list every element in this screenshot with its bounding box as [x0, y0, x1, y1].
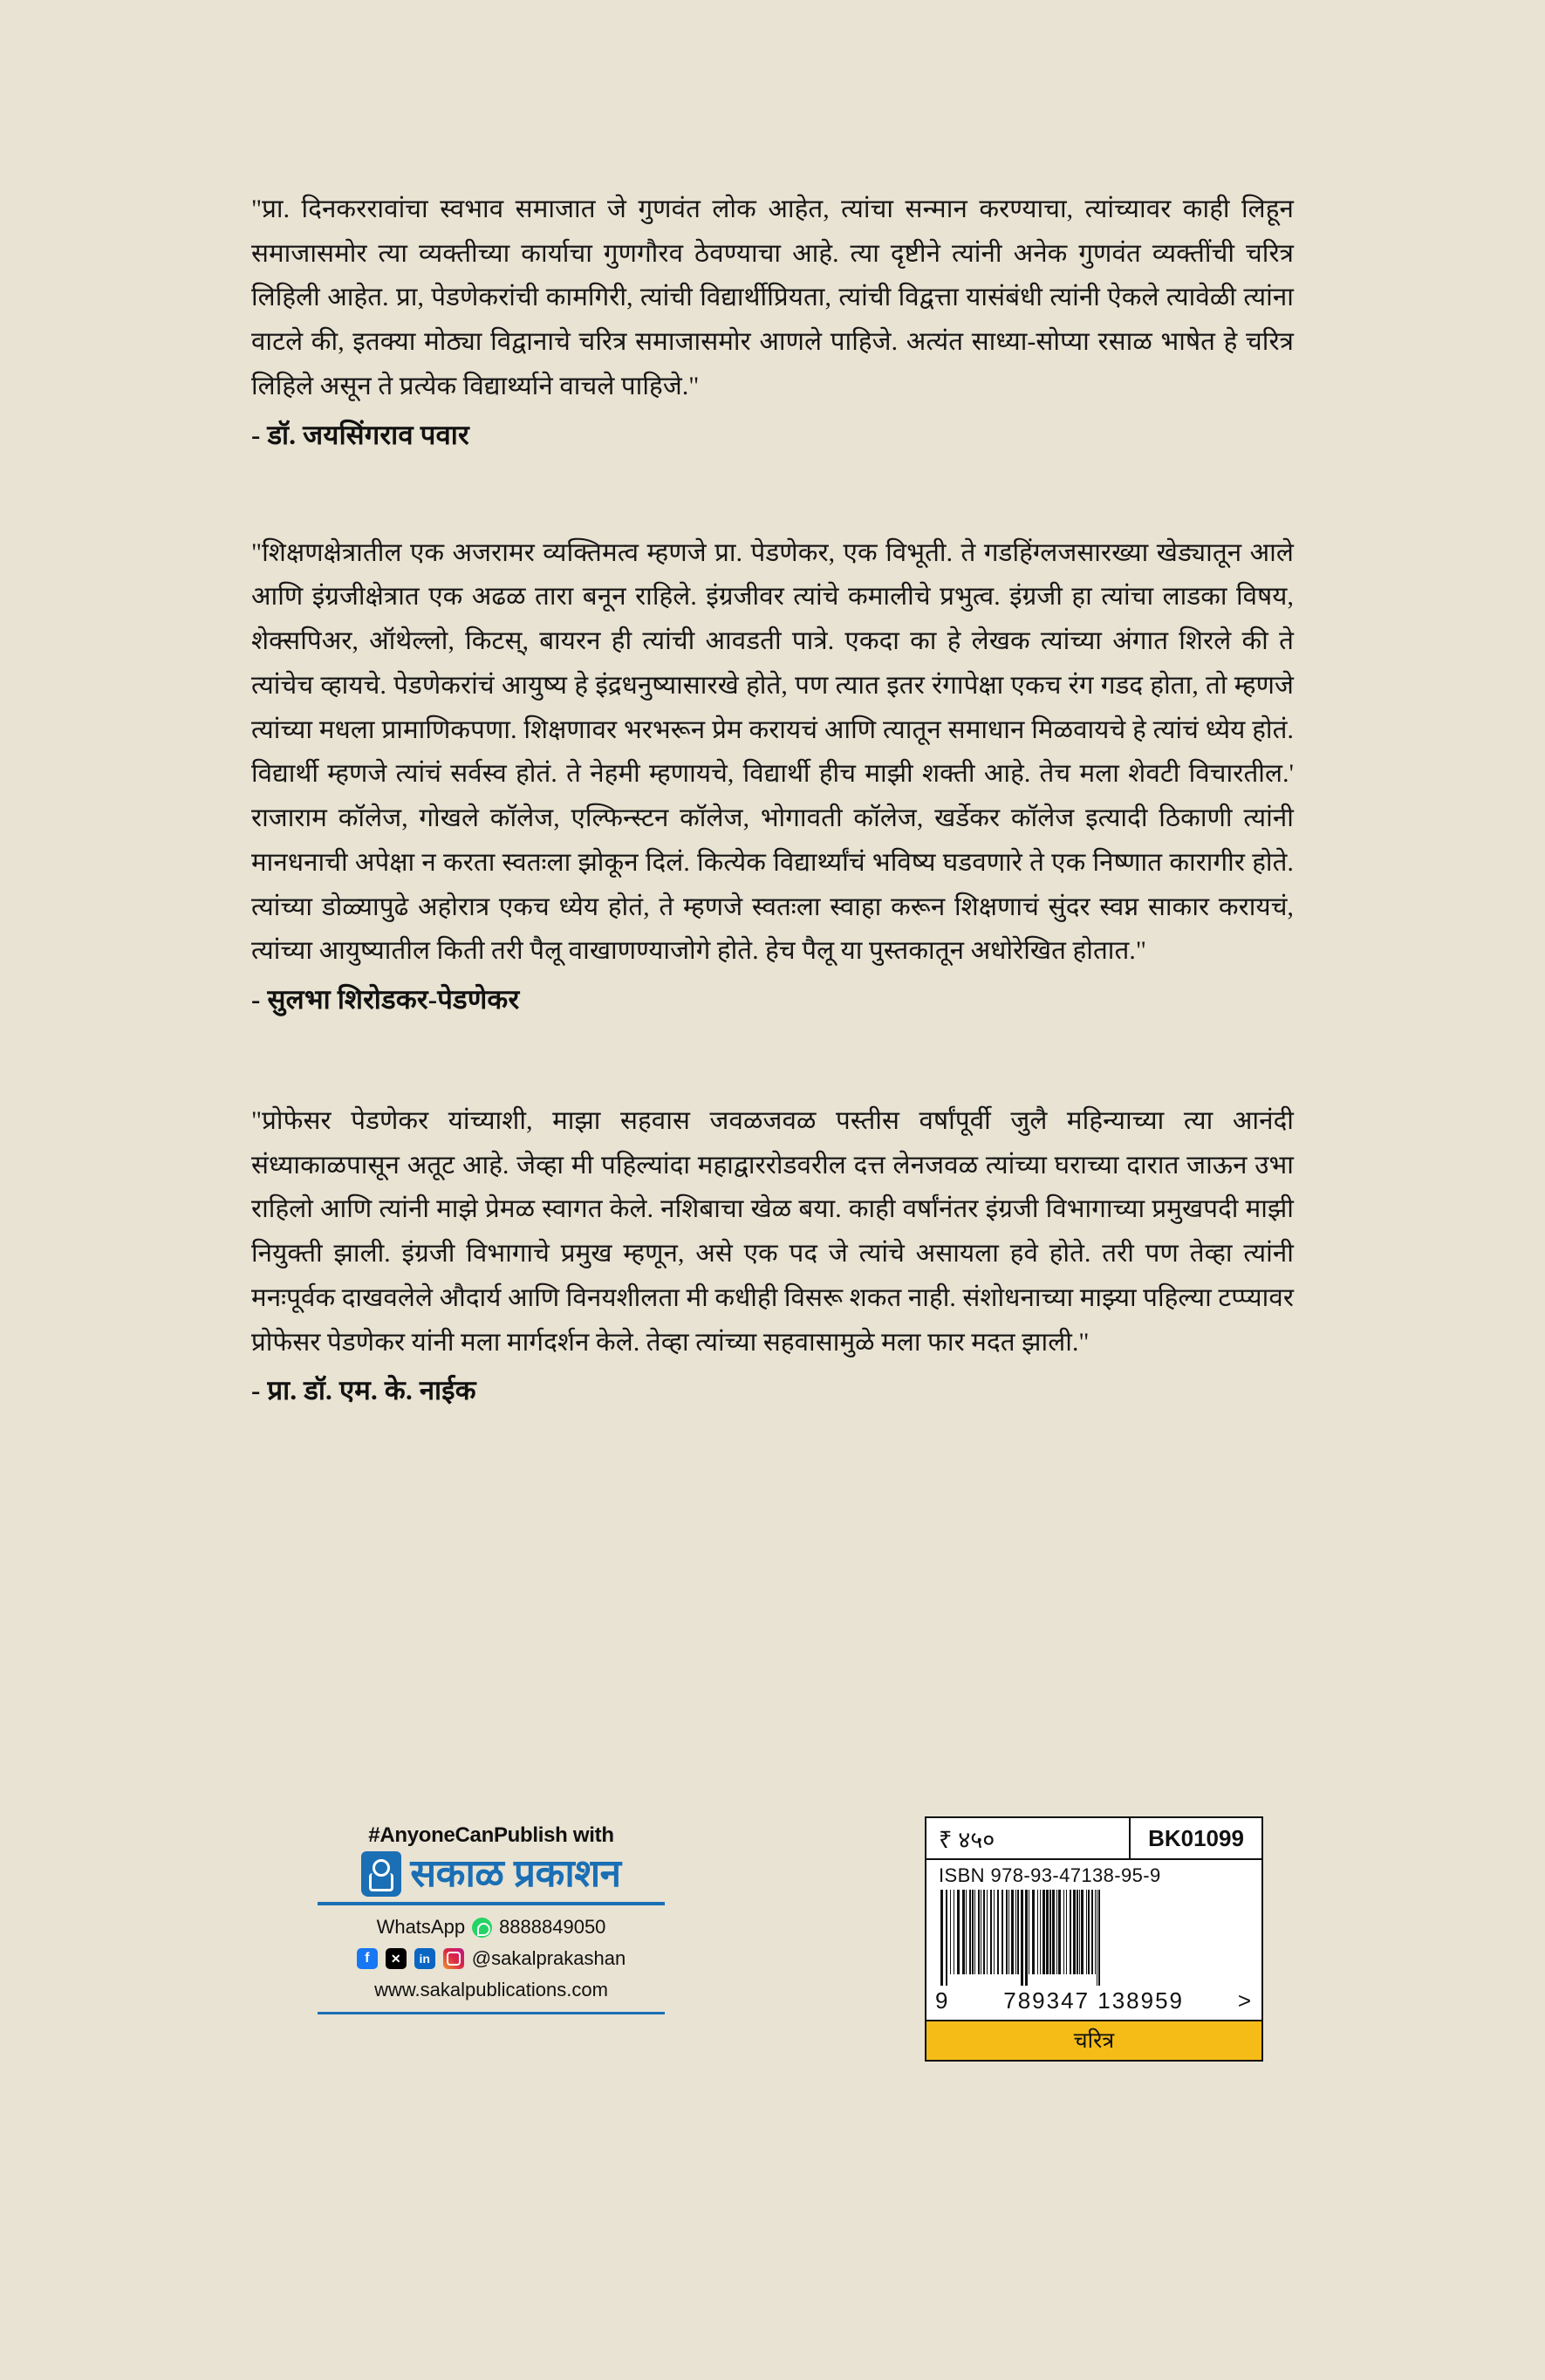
isbn-line [926, 1860, 1261, 1890]
spacer [251, 495, 1294, 531]
isbn-label: ISBN [939, 1864, 985, 1886]
barcode-digit-main: 789347 138959 [1003, 1987, 1185, 2014]
publisher-logo [304, 1851, 679, 1897]
publisher-block [304, 1823, 679, 2014]
book-category: चरित्र [926, 2020, 1261, 2060]
quote-attribution: - डॉ. जयसिंगराव पवार [251, 419, 469, 450]
quote-attribution: - सुलभा शिरोडकर-पेडणेकर [251, 984, 520, 1016]
isbn-value: 978-93-47138-95-9 [990, 1864, 1161, 1886]
quote-block-2 [251, 531, 1294, 1017]
linkedin-icon[interactable]: in [414, 1948, 435, 1969]
x-twitter-icon[interactable]: ✕ [386, 1948, 407, 1969]
social-handle: @sakalprakashan [471, 1947, 626, 1969]
quote-attribution: - प्रा. डॉ. एम. के. नाईक [251, 1375, 476, 1406]
logo-underline [318, 1902, 665, 1905]
quote-text: "प्रा. दिनकररावांचा स्वभाव समाजात जे गुणवंत लोक आहेत, त्यांचा सन्मान करण्याचा, त्यांच्यावर काही लिहून समाजासमोर त्या व्यक्तीच्या कार्याचा गुणगौरव ठेवण्याचा आहे. त्या दृष्टीने त्यांनी अनेक गुणवंत व्यक्तींची चरित्र लिहिली आहेत. प्रा, पेडणेकरांची कामगिरी, त्यांची विद्यार्थीप्रियता, त्यांची विद्वत्ता यासंबंधी त्यांनी ऐकले त्यावेळी त्यांना वाटले की, इतक्या मोठ्या विद्वानाचे चरित्र समाजासमोर आणले पाहिजे. अत्यंत साध्या-सोप्या रसाळ भाषेत हे चरित्र लिहिले असून ते प्रत्येक विद्यार्थ्याने वाचले पाहिजे." [251, 195, 1294, 400]
facebook-icon[interactable]: f [357, 1948, 378, 1969]
whatsapp-icon [472, 1918, 492, 1938]
whatsapp-label: WhatsApp [376, 1916, 466, 1938]
whatsapp-number: 8888849050 [499, 1916, 606, 1938]
quote-block-1 [251, 188, 1294, 453]
spacer [251, 1059, 1294, 1099]
quote-text: "प्रोफेसर पेडणेकर यांच्याशी, माझा सहवास जवळजवळ पस्तीस वर्षांपूर्वी जुलै महिन्याच्या त्या आनंदी संध्याकाळपासून अतूट आहे. जेव्हा मी पहिल्यांदा महाद्वाररोडवरील दत्त लेनजवळ त्यांच्या घराच्या दारात जाऊन उभा राहिलो आणि त्यांनी माझे प्रेमळ स्वागत केले. नशिबाचा खेळ बया. काही वर्षांनंतर इंग्रजी विभागाच्या प्रमुखपदी माझी नियुक्ती झाली. इंग्रजी विभागाचे प्रमुख म्हणून, असे एक पद जे त्यांचे असायला हवे होते. तरी पण तेव्हा त्यांनी मनःपूर्वक दाखवलेले औदार्य आणि विनयशीलता मी कधीही विसरू शकत नाही. संशोधनाच्या माझ्या पहिल्या टप्प्यावर प्रोफेसर पेडणेकर यांनी मला मार्गदर्शन केले. तेव्हा त्यांच्या सहवासामुळे मला फार मदत झाली." [251, 1107, 1294, 1357]
website-url[interactable]: www.sakalpublications.com [374, 1979, 608, 2000]
publisher-hashtag [304, 1823, 679, 1848]
price-label: ₹ ४५० [939, 1826, 995, 1853]
barcode-block [925, 1816, 1263, 2062]
publisher-divider [318, 2012, 665, 2014]
barcode-header [926, 1818, 1261, 1860]
quote-text: "शिक्षणक्षेत्रातील एक अजरामर व्यक्तिमत्व म्हणजे प्रा. पेडणेकर, एक विभूती. ते गडहिंग्लजसारख्या खेड्यातून आले आणि इंग्रजीक्षेत्रात एक अढळ तारा बनून राहिले. इंग्रजीवर त्यांचे कमालीचे प्रभुत्व. इंग्रजी हा त्यांचा लाडका विषय, शेक्सपिअर, ऑथेल्लो, किटस्, बायरन ही त्यांची आवडती पात्रे. एकदा का हे लेखक त्यांच्या अंगात शिरले की ते त्यांचेच व्हायचे. पेडणेकरांचं आयुष्य हे इंद्रधनुष्यासारखे होते, पण त्यात इतर रंगापेक्षा एकच रंग गडद होता, तो म्हणजे त्यांच्या मधला प्रामाणिकपणा. शिक्षणावर भरभरून प्रेम करायचं आणि त्यातून समाधान मिळवायचे हे त्यांचं ध्येय होतं. विद्यार्थी म्हणजे त्यांचं सर्वस्व होतं. ते नेहमी म्हणायचे, विद्यार्थी हीच माझी शक्ती आहे. तेच मला शेवटी विचारतील.' राजाराम कॉलेज, गोखले कॉलेज, एल्फिन्स्टन कॉलेज, भोगावती कॉलेज, खर्डेकर कॉलेज इत्यादी ठिकाणी त्यांनी मानधनाची अपेक्षा न करता स्वतःला झोकून दिलं. कित्येक विद्यार्थ्यांचं भविष्य घडवणारे ते एक निष्णात कारागीर होते. त्यांच्या डोळ्यापुढे अहोरात्र एकच ध्येय होतं, ते म्हणजे स्वतःला स्वाहा करून शिक्षणाचं सुंदर स्वप्न साकार करायचं, त्यांच्या आयुष्यातील किती तरी पैलू वाखाणण्याजोगे होते. हेच पैलू या पुस्तकातून अधोरेखित होतात." [251, 538, 1294, 966]
whatsapp-row [304, 1916, 679, 1939]
book-code: BK01099 [1129, 1818, 1261, 1858]
publisher-name: सकाळ प्रकाशन [410, 1852, 621, 1895]
barcode-digit-right: > [1237, 1987, 1253, 2014]
barcode-digits [926, 1986, 1261, 2020]
instagram-icon[interactable] [443, 1948, 464, 1969]
sakal-logo-icon [361, 1851, 401, 1897]
hashtag-text: #AnyoneCanPublish [368, 1823, 568, 1847]
barcode-digit-left: 9 [935, 1987, 950, 2014]
social-row [304, 1947, 679, 1970]
quote-block-3 [251, 1099, 1294, 1408]
quotes-container [251, 188, 1294, 1450]
barcode-bars [940, 1890, 1248, 1986]
hashtag-with: with [572, 1823, 614, 1847]
